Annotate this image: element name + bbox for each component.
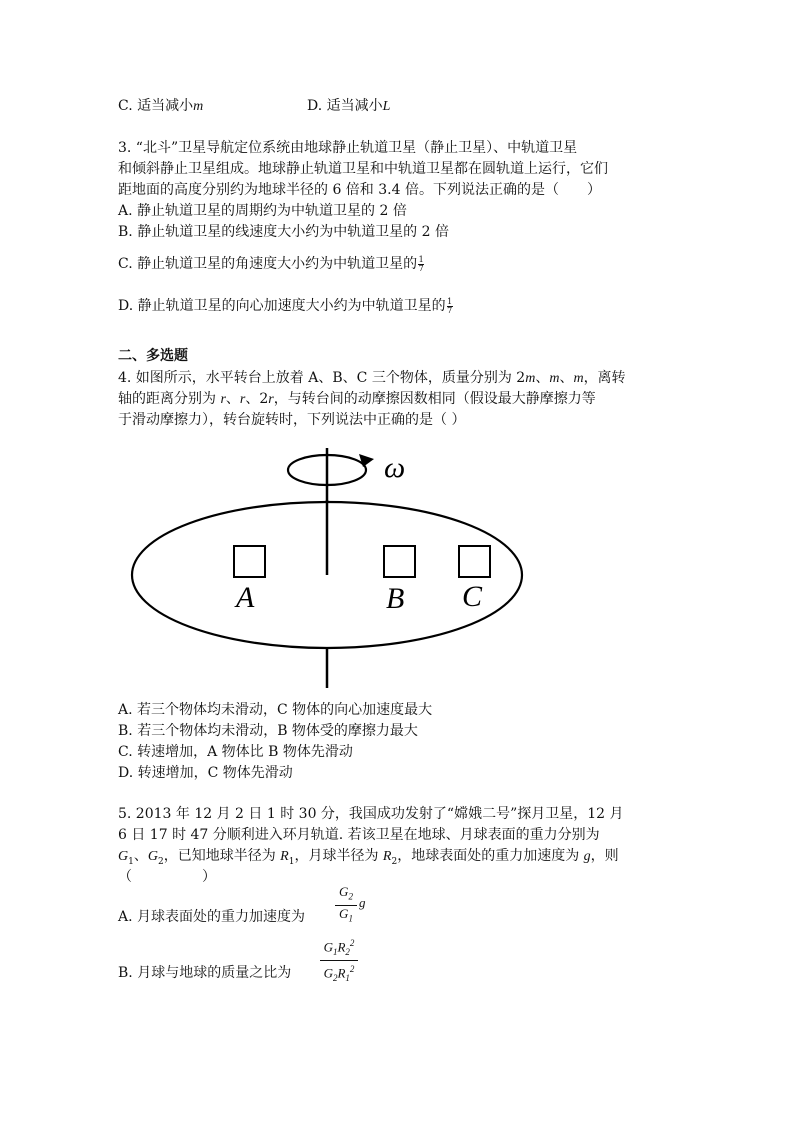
q3-stem-line2: 和倾斜静止卫星组成。地球静止轨道卫星和中轨道卫星都在圆轨道上运行，它们 <box>118 161 608 177</box>
block-c <box>459 546 490 577</box>
q5-option-b: B. 月球与地球的质量之比为 <box>118 965 292 981</box>
q4-option-d: D. 转速增加，C 物体先滑动 <box>118 765 293 781</box>
block-b <box>384 546 415 577</box>
q5-stem-line2: 6 日 17 时 47 分顺利进入环月轨道. 若该卫星在地球、月球表面的重力分别为 <box>118 827 600 843</box>
block-c-label: C <box>462 580 483 613</box>
q5-option-b-fraction: $G_1R_2^2$ $G_2R_1^2$ <box>320 935 358 986</box>
block-b-label: B <box>386 582 405 615</box>
q5-option-a-g: g <box>359 895 366 910</box>
q3-option-d-text: D. 静止轨道卫星的向心加速度大小约为中轨道卫星的 <box>118 298 446 314</box>
q4-option-a: A. 若三个物体均未滑动，C 物体的向心加速度最大 <box>118 702 433 718</box>
q5-stem-line4: （ ） <box>118 869 216 885</box>
block-a-label: A <box>236 581 255 614</box>
q3-option-b: B. 静止轨道卫星的线速度大小约为中轨道卫星的 2 倍 <box>118 224 449 240</box>
omega-label: ω <box>384 451 406 484</box>
q2-option-c <box>118 96 203 117</box>
q4-stem-line3: 于滑动摩擦力），转台旋转时，下列说法中正确的是（ ） <box>118 412 466 428</box>
q3-stem-line1: 3. “北斗”卫星导航定位系统由地球静止轨道卫星（静止卫星）、中轨道卫星 <box>118 140 578 156</box>
q5-option-a: A. 月球表面处的重力加速度为 <box>118 909 306 925</box>
q3-option-d <box>118 296 453 316</box>
rotation-arrow-head <box>359 454 374 467</box>
q4-option-c: C. 转速增加，A 物体比 B 物体先滑动 <box>118 744 353 760</box>
q2-option-d-text: D. 适当减小 <box>307 98 383 114</box>
section-title: 二、多选题 <box>118 348 188 364</box>
q2-option-c-text: C. 适当减小 <box>118 98 194 114</box>
q4-stem-line1: 4. 如图所示，水平转台上放着 A、B、C 三个物体，质量分别为 2m、m、m，离转 <box>118 370 626 386</box>
q2-option-d <box>307 96 390 117</box>
q2-option-d-var: L <box>382 99 391 114</box>
q3-option-c-fraction: $\frac{1}{7}$ <box>418 254 424 273</box>
block-a <box>234 546 265 577</box>
q4-option-b: B. 若三个物体均未滑动，B 物体受的摩擦力最大 <box>118 723 418 739</box>
q3-option-d-fraction: $\frac{1}{7}$ <box>447 296 453 315</box>
q4-stem-line2: 轴的距离分别为 r、r、2r，与转台间的动摩擦因数相同（假设最大静摩擦力等 <box>118 391 596 407</box>
q3-option-a: A. 静止轨道卫星的周期约为中轨道卫星的 2 倍 <box>118 203 407 219</box>
q3-stem-line3: 距地面的高度分别约为地球半径的 6 倍和 3.4 倍。下列说法正确的是（ ） <box>118 182 601 198</box>
q3-option-c-text: C. 静止轨道卫星的角速度大小约为中轨道卫星的 <box>118 256 418 272</box>
q3-option-c <box>118 254 424 274</box>
turntable-figure <box>120 440 540 690</box>
q5-stem-line3: $G_1$、$G_2$，已知地球半径为 $R_1$，月球半径为 $R_2$，地球表面处的重力加速度为 g，则 <box>118 848 619 867</box>
q2-option-c-var: m <box>193 99 204 114</box>
q5-option-a-fraction: $G_2$ $G_1$ <box>335 884 357 926</box>
q5-stem-line1: 5. 2013 年 12 月 2 日 1 时 30 分，我国成功发射了“嫦娥二号”探月卫星，12 月 <box>118 806 624 822</box>
